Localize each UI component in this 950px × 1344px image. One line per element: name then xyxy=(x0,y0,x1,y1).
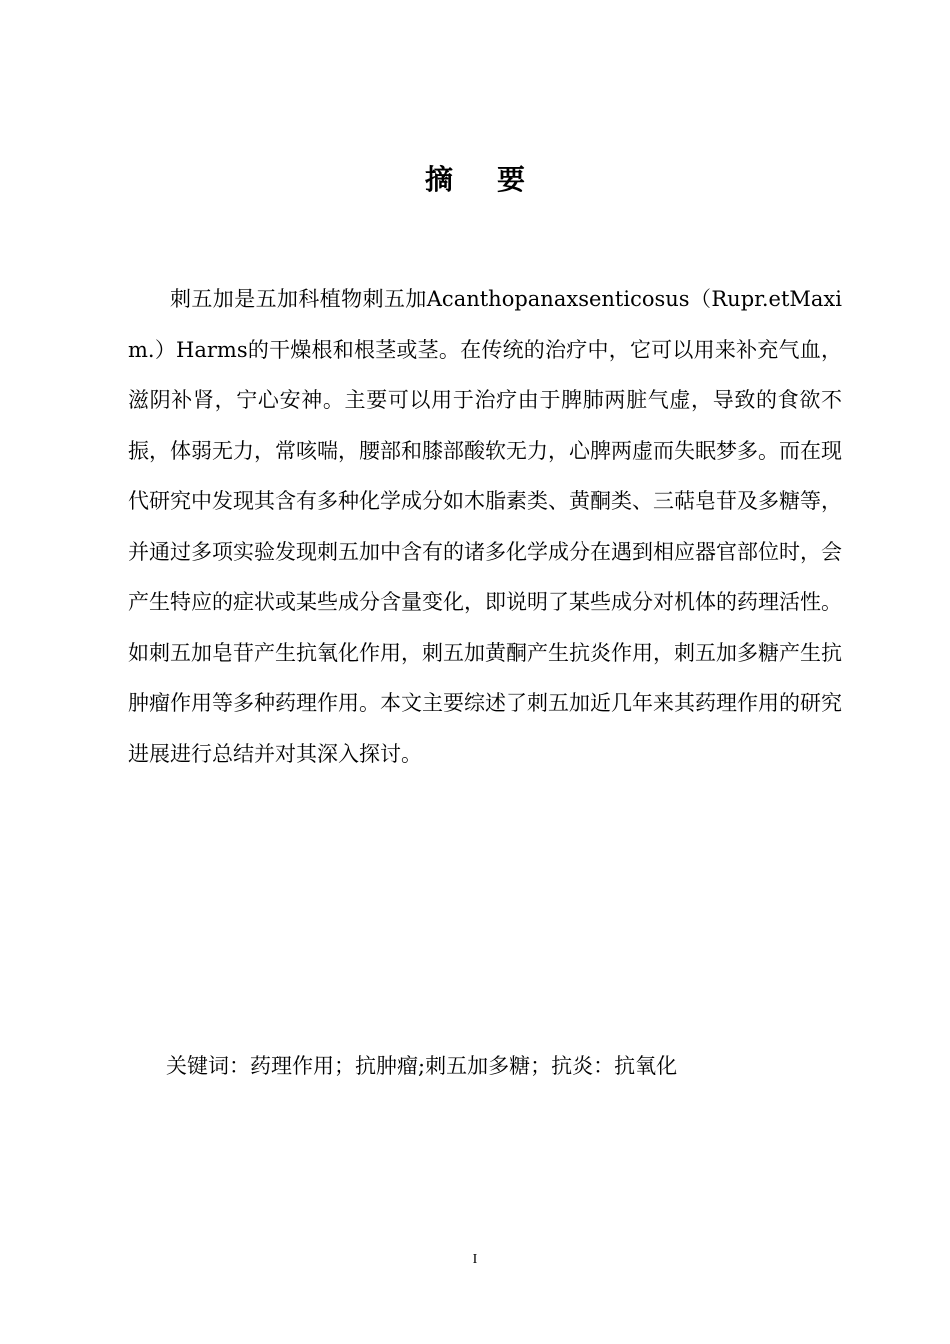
abstract-body: 刺五加是五加科植物刺五加Acanthopanaxsenticosus（Rupr.etMaxim.）Harms的干燥根和根茎或茎。在传统的治疗中，它可以用来补充气血，滋阴补肾，宁心安神。主要可以用于治疗由于脾肺两脏气虚，导致的食欲不振，体弱无力，常咳喘，腰部和膝部酸软无力，心脾两虚而失眠梦多。而在现代研究中发现其含有多种化学成分如木脂素类、黄酮类、三萜皂苷及多糖等，并通过多项实验发现刺五加中含有的诸多化学成分在遇到相应器官部位时，会产生特应的症状或某些成分含量变化，即说明了某些成分对机体的药理活性。如刺五加皂苷产生抗氧化作用，刺五加黄酮产生抗炎作用，刺五加多糖产生抗肿瘤作用等多种药理作用。本文主要综述了刺五加近几年来其药理作用的研究进展进行总结并对其深入探讨。 xyxy=(128,287,842,766)
page-title: 摘要 xyxy=(424,163,569,196)
keywords-text: 药理作用；抗肿瘤;刺五加多糖；抗炎：抗氧化 xyxy=(250,1054,678,1078)
keywords-line xyxy=(166,1046,846,1086)
page-number: I xyxy=(472,1252,478,1267)
keywords-label: 关键词： xyxy=(166,1054,250,1078)
